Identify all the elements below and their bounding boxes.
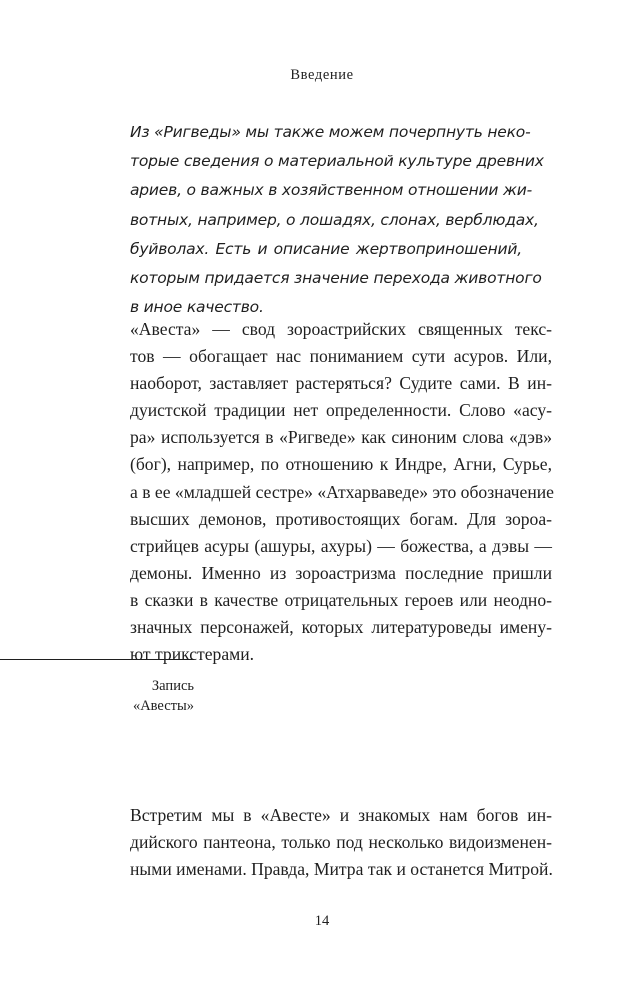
page-number: 14 (314, 913, 330, 929)
running-title: Введение (290, 67, 354, 83)
quote-line: которым придается значение перехода животного (130, 269, 542, 288)
text-line: тов — обогащает нас пониманием сути асуров. Или, (130, 346, 552, 367)
caption-line-2: «Авесты» (132, 698, 194, 714)
quote-line: вотных, например, о лошадях, слонах, верблюдах, (130, 210, 539, 229)
text-line: значных персонажей, которых литературоведы имену- (130, 617, 552, 638)
text-line: ра» используется в «Ригведе» как синоним слова «дэв» (130, 427, 552, 448)
text-line: высших демонов, противостоящих богам. Для зороа- (130, 508, 552, 529)
text-line: ными именами. Правда, Митра так и останется Митрой. (130, 859, 553, 880)
text-line: а в ее «младшей сестре» «Атхарваведе» это обозначение (130, 481, 554, 502)
quote-line: Из «Ригведы» мы также можем почерпнуть неко- (130, 123, 531, 141)
text-line: стрийцев асуры (ашуры, ахуры) — божества, а дэвы — (130, 535, 552, 556)
main-paragraph (130, 316, 552, 668)
text-line: демоны. Именно из зороастризма последние пришли (130, 562, 552, 583)
text-line: ют трикстерами. (130, 644, 255, 665)
quote-line: буйволах. Есть и описание жертвоприношений, (130, 239, 522, 258)
text-line: дийского пантеона, только под несколько видоизменен- (130, 832, 552, 853)
text-line: наоборот, заставляет растеряться? Судите сами. В ин- (130, 373, 552, 394)
bottom-paragraph (130, 802, 552, 883)
quote-line: торые сведения о материальной культуре древних (130, 152, 544, 171)
text-line: «Авеста» — свод зороастрийских священных текс- (130, 319, 552, 339)
quote-block (130, 118, 544, 322)
margin-rule (0, 659, 194, 660)
quote-line: в иное качество. (130, 298, 264, 317)
text-line: (бог), например, по отношению к Индре, Агни, Сурье, (130, 454, 552, 475)
caption-line-1: Запись (151, 678, 194, 694)
margin-caption (0, 676, 194, 716)
text-line: в сказки в качестве отрицательных героев или неодно- (130, 589, 552, 610)
quote-line: ариев, о важных в хозяйственном отношении жи- (130, 181, 533, 200)
text-line: Встретим мы в «Авесте» и знакомых нам богов ин- (130, 805, 552, 825)
text-line: дуистской традиции нет определенности. Слово «асу- (130, 400, 552, 421)
